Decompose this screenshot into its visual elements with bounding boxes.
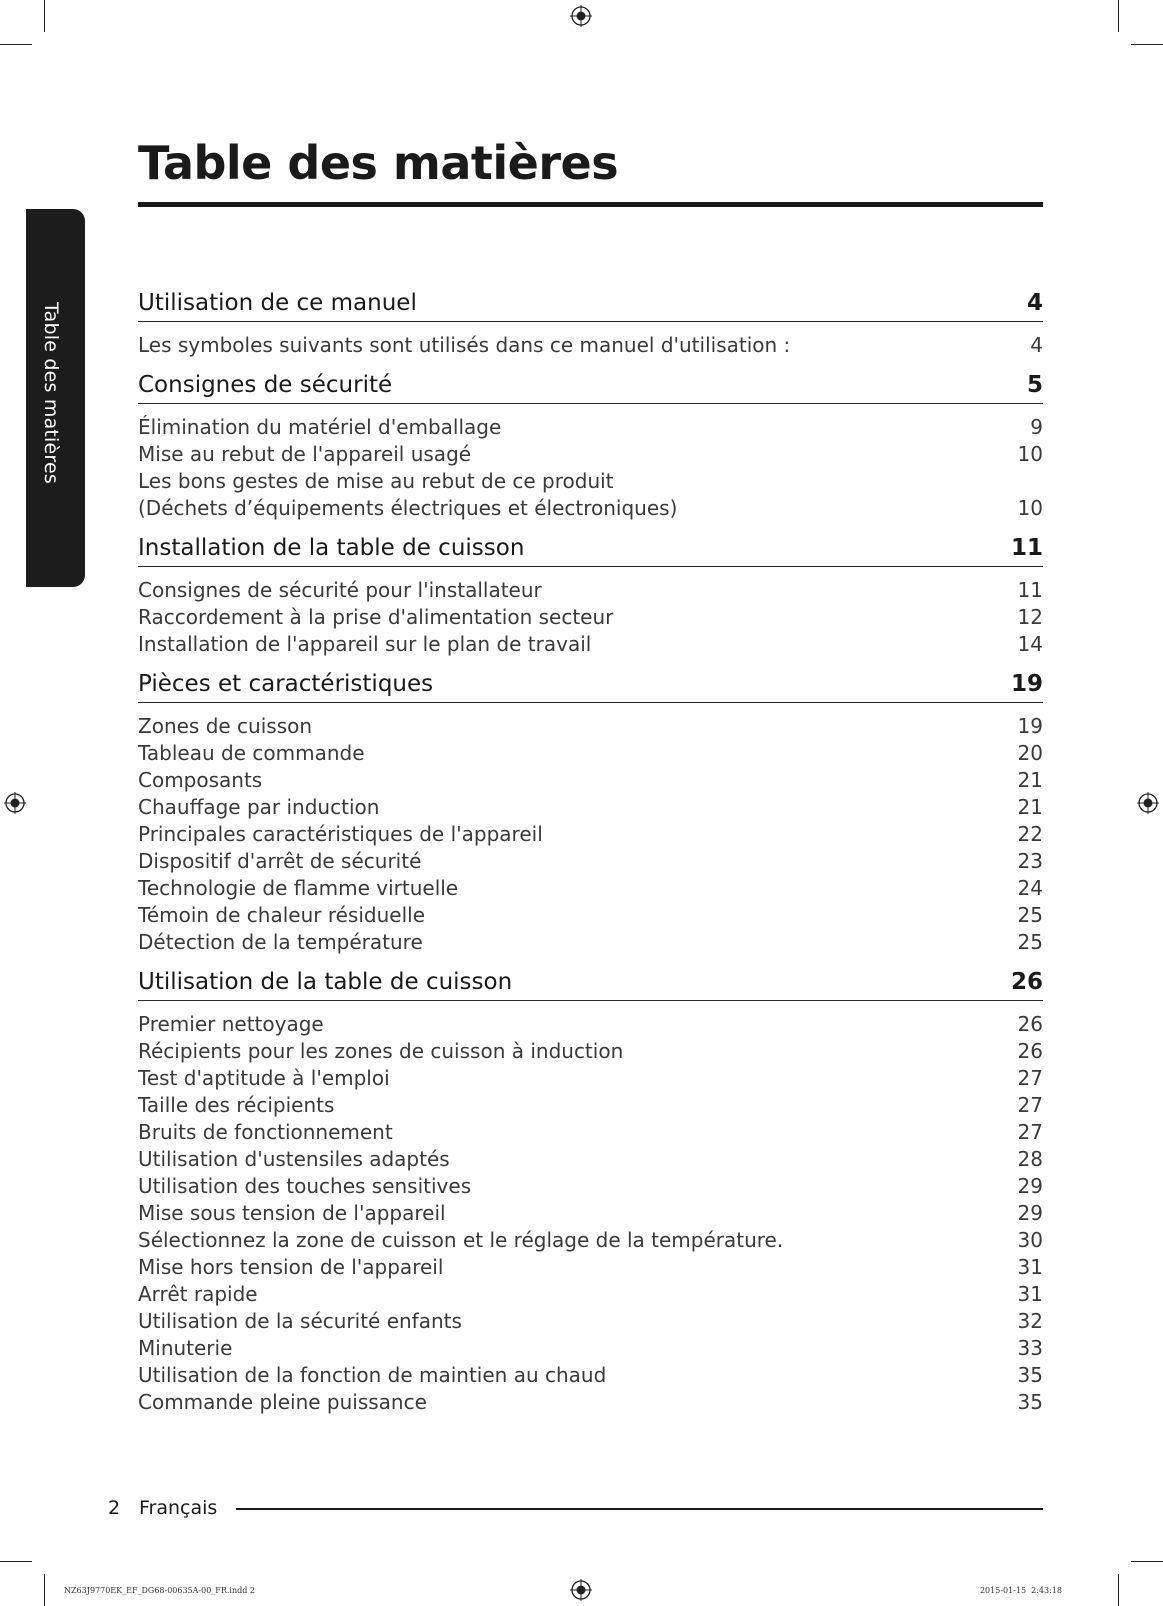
- toc-entry[interactable]: [138, 441, 1043, 468]
- toc-section-page: 26: [1010, 969, 1043, 995]
- toc-entry-page: 35: [1017, 1390, 1043, 1414]
- toc-entry[interactable]: [138, 902, 1043, 929]
- toc-entry[interactable]: [138, 414, 1043, 441]
- toc-entry-title: Témoin de chaleur résiduelle: [138, 903, 425, 927]
- toc-entry-title: Minuterie: [138, 1336, 233, 1360]
- toc-entry-title: Élimination du matériel d'emballage: [138, 415, 502, 439]
- toc-section: [138, 969, 1043, 1416]
- footer-page-number: 2: [108, 1497, 121, 1519]
- registration-mark-icon: [570, 1579, 592, 1601]
- toc-entry[interactable]: [138, 332, 1043, 359]
- toc-entry-title: Utilisation de la fonction de maintien au chaud: [138, 1363, 607, 1387]
- toc-entry-title: Mise hors tension de l'appareil: [138, 1255, 444, 1279]
- toc-entry-page: 32: [1017, 1309, 1043, 1333]
- toc-section-page: 11: [1010, 535, 1043, 561]
- toc-section-heading[interactable]: [138, 671, 1043, 703]
- toc-entry-page: 12: [1017, 605, 1043, 629]
- toc-entry[interactable]: [138, 1092, 1043, 1119]
- toc-entry-title: Test d'aptitude à l'emploi: [138, 1066, 390, 1090]
- print-slug-file: NZ63J9770EK_EF_DG68-00635A-00_FR.indd 2: [64, 1586, 256, 1595]
- toc-entry[interactable]: [138, 1038, 1043, 1065]
- toc-entry-title: Arrêt rapide: [138, 1282, 258, 1306]
- toc-section-title: Utilisation de la table de cuisson: [138, 969, 513, 995]
- toc-entry-page: 24: [1017, 876, 1043, 900]
- toc-entry-title: Principales caractéristiques de l'appareil: [138, 822, 543, 846]
- toc-entry-page: 28: [1017, 1147, 1043, 1171]
- toc-entry[interactable]: [138, 1065, 1043, 1092]
- toc-section-title: Consignes de sécurité: [138, 372, 393, 398]
- toc-entry-title: Sélectionnez la zone de cuisson et le réglage de la température.: [138, 1228, 784, 1252]
- toc-entry[interactable]: [138, 848, 1043, 875]
- crop-mark-icon: [1118, 1574, 1119, 1606]
- toc-entry-page: 29: [1017, 1174, 1043, 1198]
- toc-entry-page: 33: [1017, 1336, 1043, 1360]
- toc-entry-page: 22: [1017, 822, 1043, 846]
- toc-entry-page: 14: [1017, 632, 1043, 656]
- toc-entry-page: 11: [1017, 578, 1043, 602]
- toc-entry-title: Les bons gestes de mise au rebut de ce produit (Déchets d’équipements électriques et électroniques): [138, 469, 678, 520]
- toc-entry-title: Utilisation de la sécurité enfants: [138, 1309, 462, 1333]
- toc-section-title: Pièces et caractéristiques: [138, 671, 434, 697]
- toc-section: [138, 372, 1043, 522]
- registration-mark-icon: [1137, 792, 1159, 814]
- toc-entry-title: Consignes de sécurité pour l'installateur: [138, 578, 542, 602]
- toc-entry-title: Raccordement à la prise d'alimentation secteur: [138, 605, 614, 629]
- toc-entry-title: Chauffage par induction: [138, 795, 380, 819]
- toc-entry[interactable]: [138, 1227, 1043, 1254]
- crop-mark-icon: [0, 1561, 32, 1562]
- toc-entry-page: 31: [1017, 1255, 1043, 1279]
- crop-mark-icon: [1131, 1561, 1163, 1562]
- toc-entry-title: Mise sous tension de l'appareil: [138, 1201, 446, 1225]
- toc-entry-page: 31: [1017, 1282, 1043, 1306]
- toc-entry-page: 19: [1017, 714, 1043, 738]
- toc-entry-page: 23: [1017, 849, 1043, 873]
- toc-section-heading[interactable]: [138, 969, 1043, 1001]
- toc-entry-page: 4: [1030, 333, 1043, 357]
- toc-section-title: Utilisation de ce manuel: [138, 290, 417, 316]
- toc-entry-title: Mise au rebut de l'appareil usagé: [138, 442, 472, 466]
- toc-entry[interactable]: [138, 821, 1043, 848]
- toc-entry[interactable]: [138, 1335, 1043, 1362]
- toc-section-title: Installation de la table de cuisson: [138, 535, 525, 561]
- toc-entry-title: Zones de cuisson: [138, 714, 313, 738]
- toc-entry-page: 25: [1017, 930, 1043, 954]
- toc-entry-page: 21: [1017, 768, 1043, 792]
- toc-entry-title: Installation de l'appareil sur le plan de travail: [138, 632, 592, 656]
- toc-entry[interactable]: [138, 1389, 1043, 1416]
- toc-section-page: 5: [1026, 372, 1043, 398]
- toc-entry[interactable]: [138, 1011, 1043, 1038]
- toc-entry-page: 20: [1017, 741, 1043, 765]
- toc-section: [138, 671, 1043, 956]
- table-of-contents: [138, 290, 1043, 1429]
- toc-entry[interactable]: [138, 1146, 1043, 1173]
- toc-entry-title: Les symboles suivants sont utilisés dans ce manuel d'utilisation :: [138, 333, 791, 357]
- toc-entry[interactable]: [138, 1308, 1043, 1335]
- toc-entry[interactable]: [138, 1281, 1043, 1308]
- toc-entry-page: 29: [1017, 1201, 1043, 1225]
- footer-divider: [236, 1508, 1043, 1510]
- toc-entry[interactable]: [138, 794, 1043, 821]
- toc-entry[interactable]: [138, 1362, 1043, 1389]
- toc-entry[interactable]: [138, 604, 1043, 631]
- toc-entry-page: 26: [1017, 1039, 1043, 1063]
- toc-entry-page: 21: [1017, 795, 1043, 819]
- toc-section-page: 4: [1026, 290, 1043, 316]
- print-slug-date: 2015-01-15 ￼￼ 2:43:18: [979, 1586, 1062, 1595]
- toc-entry-title: Détection de la température: [138, 930, 423, 954]
- footer-language: Français: [139, 1497, 218, 1519]
- crop-mark-icon: [1131, 44, 1163, 45]
- toc-entry-title: Tableau de commande: [138, 741, 365, 765]
- page-title: Table des matières: [138, 136, 619, 190]
- toc-entry[interactable]: [138, 1173, 1043, 1200]
- toc-section: [138, 290, 1043, 359]
- toc-section: [138, 535, 1043, 658]
- registration-mark-icon: [570, 5, 592, 27]
- toc-entry-title: Utilisation d'ustensiles adaptés: [138, 1147, 450, 1171]
- toc-section-heading[interactable]: [138, 372, 1043, 404]
- toc-entry[interactable]: [138, 929, 1043, 956]
- toc-entry[interactable]: [138, 875, 1043, 902]
- toc-entry-title: Premier nettoyage: [138, 1012, 324, 1036]
- toc-entry-page: 27: [1017, 1066, 1043, 1090]
- toc-entry-page: 25: [1017, 903, 1043, 927]
- toc-entry-page: 35: [1017, 1363, 1043, 1387]
- crop-mark-icon: [44, 0, 45, 32]
- toc-entry[interactable]: [138, 631, 1043, 658]
- toc-entry[interactable]: [138, 1254, 1043, 1281]
- toc-entry[interactable]: [138, 468, 1043, 522]
- title-divider: [138, 202, 1043, 207]
- toc-entry-title: Dispositif d'arrêt de sécurité: [138, 849, 422, 873]
- toc-entry-title: Taille des récipients: [138, 1093, 335, 1117]
- registration-mark-icon: [4, 792, 26, 814]
- toc-entry[interactable]: [138, 740, 1043, 767]
- toc-entry[interactable]: [138, 1119, 1043, 1146]
- toc-entry-title: Technologie de flamme virtuelle: [138, 876, 459, 900]
- toc-entry[interactable]: [138, 767, 1043, 794]
- toc-entry-page: 10: [1017, 496, 1043, 520]
- toc-entry-page: 10: [1017, 442, 1043, 466]
- toc-entry-title: Utilisation des touches sensitives: [138, 1174, 472, 1198]
- toc-entry[interactable]: [138, 577, 1043, 604]
- toc-entry[interactable]: [138, 713, 1043, 740]
- toc-entry-page: 27: [1017, 1120, 1043, 1144]
- toc-entry-page: 30: [1017, 1228, 1043, 1252]
- toc-entry[interactable]: [138, 1200, 1043, 1227]
- toc-entry-page: 9: [1030, 415, 1043, 439]
- toc-entry-title: Récipients pour les zones de cuisson à induction: [138, 1039, 624, 1063]
- toc-entry-title: Composants: [138, 768, 263, 792]
- toc-section-heading[interactable]: [138, 290, 1043, 322]
- crop-mark-icon: [44, 1574, 45, 1606]
- side-tab-label: Table des matières: [40, 302, 62, 485]
- toc-entry-title: Commande pleine puissance: [138, 1390, 427, 1414]
- toc-entry-page: 26: [1017, 1012, 1043, 1036]
- toc-section-heading[interactable]: [138, 535, 1043, 567]
- crop-mark-icon: [1118, 0, 1119, 32]
- toc-entry-title: Bruits de fonctionnement: [138, 1120, 393, 1144]
- toc-entry-page: 27: [1017, 1093, 1043, 1117]
- toc-section-page: 19: [1010, 671, 1043, 697]
- crop-mark-icon: [0, 44, 32, 45]
